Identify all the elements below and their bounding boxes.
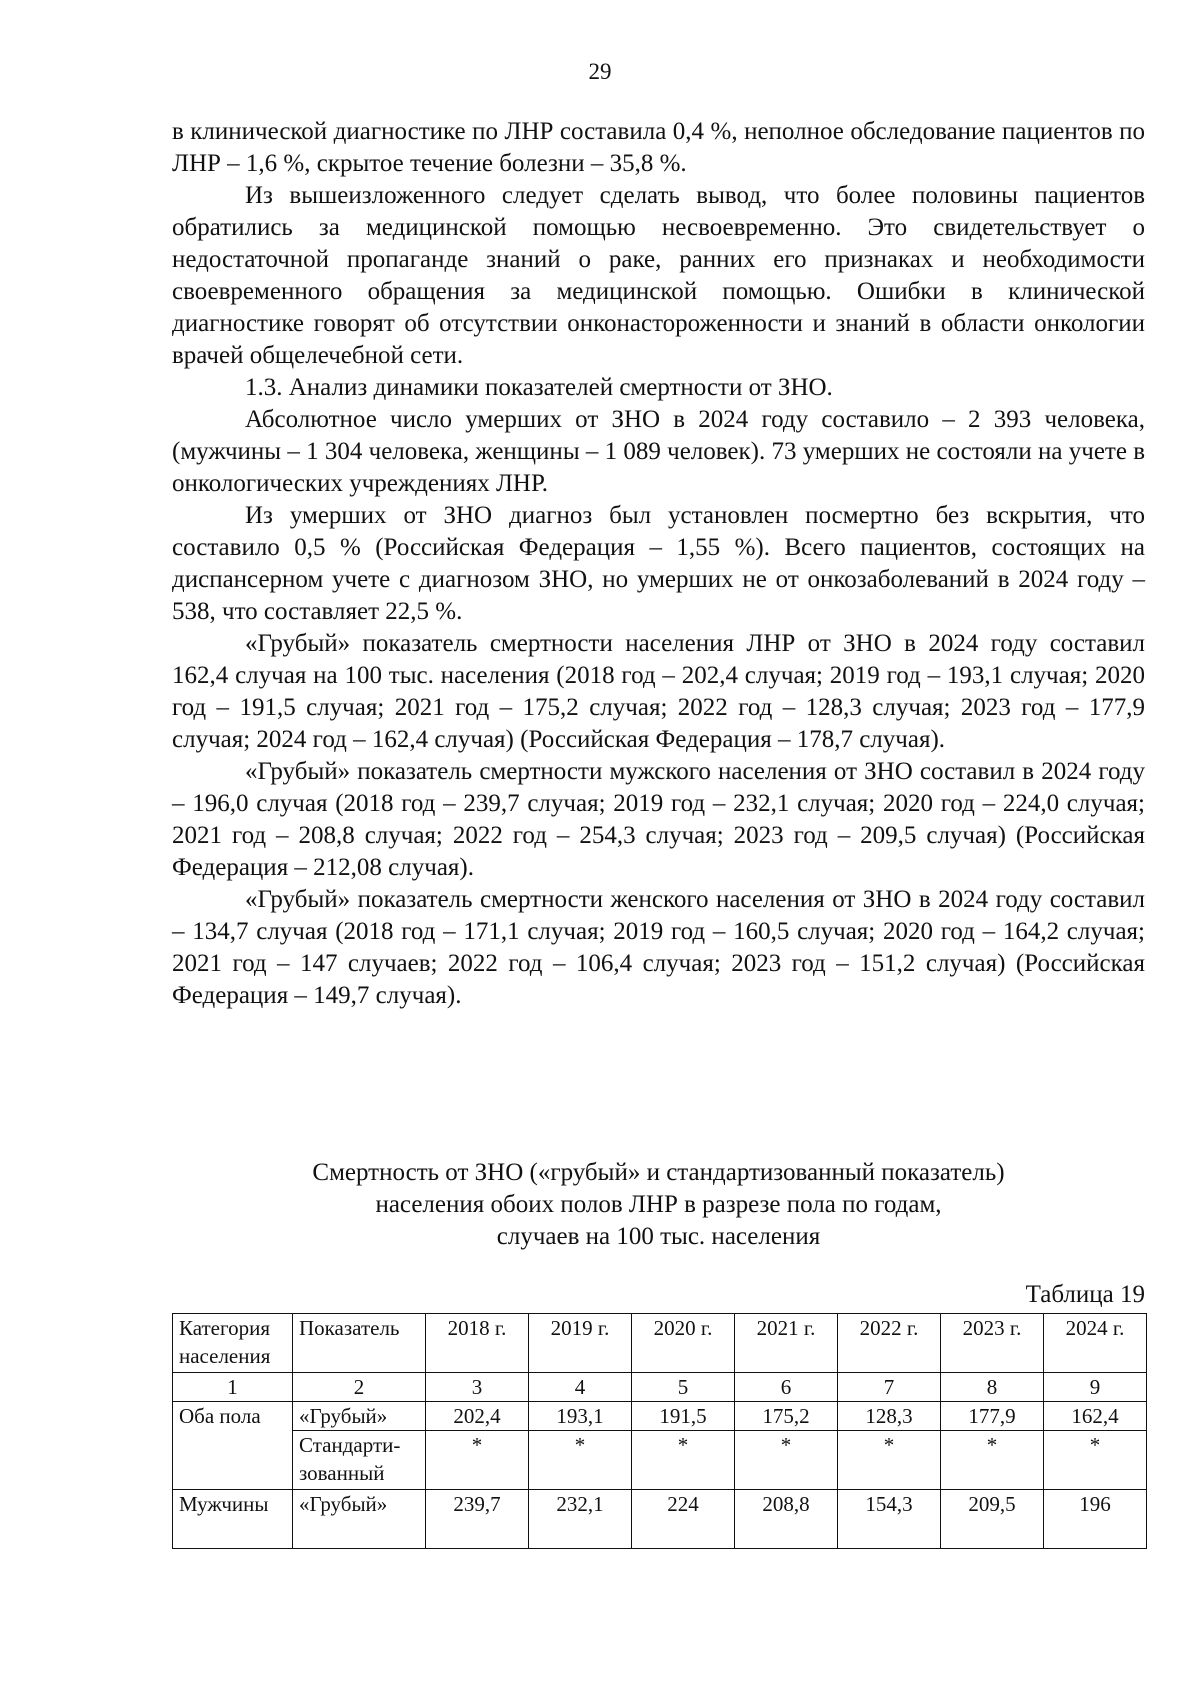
- header-cell: 2019 г.: [529, 1314, 632, 1373]
- column-number: 5: [632, 1373, 735, 1402]
- mortality-table: [172, 1313, 1147, 1549]
- header-cell: 2022 г.: [838, 1314, 941, 1373]
- section-heading: 1.3. Анализ динамики показателей смертности от ЗНО.: [245, 374, 833, 401]
- table-label: Таблица 19: [1025, 1281, 1145, 1308]
- paragraph-2: Из вышеизложенного следует сделать вывод, что более половины пациентов обратились за медицинской помощью несвоевременно. Это свидетельствует о недостаточной пропаганде знаний о раке, ранних его признаках и необходимости своевременного обращения за медицинской помощью. Ошибки в клинической диагностике говорят об отсутствии онконастороженности и знаний в области онкологии врачей общелечебной сети.: [172, 182, 1145, 369]
- header-cell: 2023 г.: [941, 1314, 1044, 1373]
- column-number: 1: [173, 1373, 293, 1402]
- column-number: 3: [426, 1373, 529, 1402]
- value-cell: *: [941, 1431, 1044, 1490]
- paragraph-5: «Грубый» показатель смертности населения ЛНР от ЗНО в 2024 году составил 162,4 случая на 100 тыс. населения (2018 год – 202,4 случая; 2019 год – 193,1 случая; 2020 год – 191,5 случая; 2021 год – 175,2 случая; 2022 год – 128,3 случая; 2023 год – 177,9 случая; 2024 год – 162,4 случая) (Российская Федерация – 178,7 случая).: [172, 630, 1145, 753]
- value-cell: *: [426, 1431, 529, 1490]
- paragraph-3: Абсолютное число умерших от ЗНО в 2024 году составило – 2 393 человека, (мужчины – 1 304 человека, женщины – 1 089 человек). 73 умерших не состояли на учете в онкологических учреждениях ЛНР.: [172, 406, 1145, 497]
- body-text: [172, 116, 1145, 1012]
- value-cell: *: [632, 1431, 735, 1490]
- value-cell: *: [1044, 1431, 1147, 1490]
- paragraph-7: «Грубый» показатель смертности женского населения от ЗНО в 2024 году составил – 134,7 случая (2018 год – 171,1 случая; 2019 год – 160,5 случая; 2020 год – 164,2 случая; 2021 год – 147 случаев; 2022 год – 106,4 случая; 2023 год – 151,2 случая) (Российская Федерация – 149,7 случая).: [172, 886, 1145, 1009]
- value-cell: 175,2: [735, 1402, 838, 1431]
- paragraph-6: «Грубый» показатель смертности мужского населения от ЗНО составил в 2024 году – 196,0 случая (2018 год – 239,7 случая; 2019 год – 232,1 случая; 2020 год – 224,0 случая; 2021 год – 208,8 случая; 2022 год – 254,3 случая; 2023 год – 209,5 случая) (Российская Федерация – 212,08 случая).: [172, 758, 1145, 881]
- paragraph-1: в клинической диагностике по ЛНР составила 0,4 %, неполное обследование пациентов по ЛНР – 1,6 %, скрытое течение болезни – 35,8 %.: [172, 118, 1145, 177]
- indicator-cell: Стандарти-зованный: [293, 1431, 426, 1490]
- column-number-row: [173, 1373, 1147, 1402]
- category-cell: Оба пола: [173, 1402, 293, 1490]
- value-cell: *: [529, 1431, 632, 1490]
- indicator-cell: «Грубый»: [293, 1402, 426, 1431]
- header-cell: Категория населения: [173, 1314, 293, 1373]
- column-number: 4: [529, 1373, 632, 1402]
- value-cell: 191,5: [632, 1402, 735, 1431]
- value-cell: 209,5: [941, 1490, 1044, 1549]
- caption-line-2: населения обоих полов ЛНР в разрезе пола по годам,: [375, 1191, 942, 1218]
- caption-line-3: случаев на 100 тыс. населения: [496, 1223, 821, 1250]
- value-cell: *: [735, 1431, 838, 1490]
- value-cell: 177,9: [941, 1402, 1044, 1431]
- value-cell: 196: [1044, 1490, 1147, 1549]
- value-cell: 193,1: [529, 1402, 632, 1431]
- column-number: 2: [293, 1373, 426, 1402]
- value-cell: 162,4: [1044, 1402, 1147, 1431]
- indicator-cell: «Грубый»: [293, 1490, 426, 1549]
- column-number: 8: [941, 1373, 1044, 1402]
- value-cell: 232,1: [529, 1490, 632, 1549]
- column-number: 6: [735, 1373, 838, 1402]
- page-number: 29: [588, 59, 612, 84]
- value-cell: 239,7: [426, 1490, 529, 1549]
- table-row: [173, 1490, 1147, 1549]
- table-row: [173, 1431, 1147, 1490]
- header-cell: 2020 г.: [632, 1314, 735, 1373]
- value-cell: 154,3: [838, 1490, 941, 1549]
- category-cell: Мужчины: [173, 1490, 293, 1549]
- column-number: 7: [838, 1373, 941, 1402]
- value-cell: 208,8: [735, 1490, 838, 1549]
- value-cell: *: [838, 1431, 941, 1490]
- header-cell: 2018 г.: [426, 1314, 529, 1373]
- value-cell: 128,3: [838, 1402, 941, 1431]
- value-cell: 224: [632, 1490, 735, 1549]
- table-row: [173, 1402, 1147, 1431]
- column-number: 9: [1044, 1373, 1147, 1402]
- header-cell: Показатель: [293, 1314, 426, 1373]
- caption-line-1: Смертность от ЗНО («грубый» и стандартизованный показатель): [312, 1159, 1005, 1186]
- table-header-row: [173, 1314, 1147, 1373]
- header-cell: 2024 г.: [1044, 1314, 1147, 1373]
- header-cell: 2021 г.: [735, 1314, 838, 1373]
- value-cell: 202,4: [426, 1402, 529, 1431]
- table-caption: [172, 1157, 1145, 1253]
- paragraph-4: Из умерших от ЗНО диагноз был установлен посмертно без вскрытия, что составило 0,5 % (Российская Федерация – 1,55 %). Всего пациентов, состоящих на диспансерном учете с диагнозом ЗНО, но умерших не от онкозаболеваний в 2024 году – 538, что составляет 22,5 %.: [172, 502, 1145, 625]
